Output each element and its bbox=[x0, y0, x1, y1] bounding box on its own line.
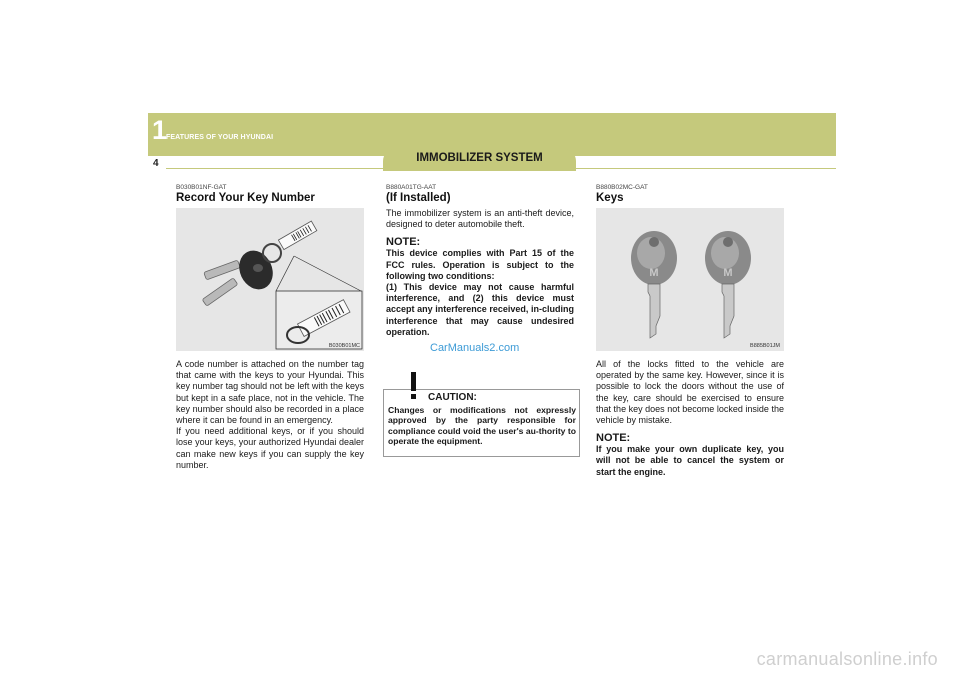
two-keys-illustration bbox=[596, 208, 784, 351]
body-text: All of the locks fitted to the vehicle are operated by the same key. However, since it is possible to lock the doors without the use of the key, care should be exercised to ensure that the key does not become locked inside the vehicle by mistake. bbox=[596, 359, 784, 426]
section-code: B030B01NF-GAT bbox=[176, 184, 227, 191]
caution-text: Changes or modifications not expressly approved by the party responsible for compliance could void the user's au-thority to operate the equipment. bbox=[388, 405, 576, 447]
section-heading: (If Installed) bbox=[386, 192, 451, 204]
section-title: IMMOBILIZER SYSTEM bbox=[416, 152, 543, 164]
note-body: This device complies with Part 15 of the FCC rules. Operation is subject to the following two conditions: (1) This device may not cause harmful interference, and (2) this device must accept any interference received, in-cluding interference that may cause undesired operation. bbox=[386, 248, 574, 337]
page-number: 4 bbox=[153, 158, 159, 169]
note-title: NOTE: bbox=[596, 432, 631, 445]
footer-watermark: carmanualsonline.info bbox=[756, 649, 938, 669]
key-tag-figure bbox=[176, 208, 364, 351]
column-record-key-number bbox=[176, 184, 364, 471]
body-text: The immobilizer system is an anti-theft device, designed to deter automobile theft. bbox=[386, 208, 574, 230]
chapter-number: 1 bbox=[152, 115, 168, 145]
section-code: B880B02MC-GAT bbox=[596, 184, 648, 191]
column-immobilizer bbox=[386, 184, 574, 338]
section-code: B880A01TG-AAT bbox=[386, 184, 437, 191]
column-keys bbox=[596, 184, 784, 478]
chapter-title: FEATURES OF YOUR HYUNDAI bbox=[166, 134, 274, 141]
svg-text:M: M bbox=[723, 267, 733, 279]
body-text: A code number is attached on the number tag that came with the keys to your Hyundai. This key number tag should not be left with the keys but kept in a safe place, not in the vehicle. The key number should also be recorded in a place where it can be found in an emergency. If you need additional keys, or if you should lose your keys, your authorized Hyundai dealer can make new keys if you can supply the key number. bbox=[176, 359, 364, 470]
key-with-tag-illustration bbox=[176, 208, 364, 351]
section-heading: Keys bbox=[596, 192, 624, 204]
caution-title: CAUTION: bbox=[428, 392, 477, 403]
caution-box bbox=[383, 389, 580, 457]
section-heading: Record Your Key Number bbox=[176, 192, 315, 204]
watermark-link[interactable]: CarManuals2.com bbox=[430, 342, 520, 354]
exclamation-warning-icon bbox=[398, 370, 428, 400]
figure-code: B885B01JM bbox=[750, 343, 780, 349]
keys-figure bbox=[596, 208, 784, 351]
note-body: If you make your own duplicate key, you will not be able to cancel the system or start the engine. bbox=[596, 444, 784, 477]
svg-text:M: M bbox=[649, 267, 659, 279]
figure-code: B030B01MC bbox=[328, 343, 360, 349]
note-title: NOTE: bbox=[386, 236, 421, 249]
